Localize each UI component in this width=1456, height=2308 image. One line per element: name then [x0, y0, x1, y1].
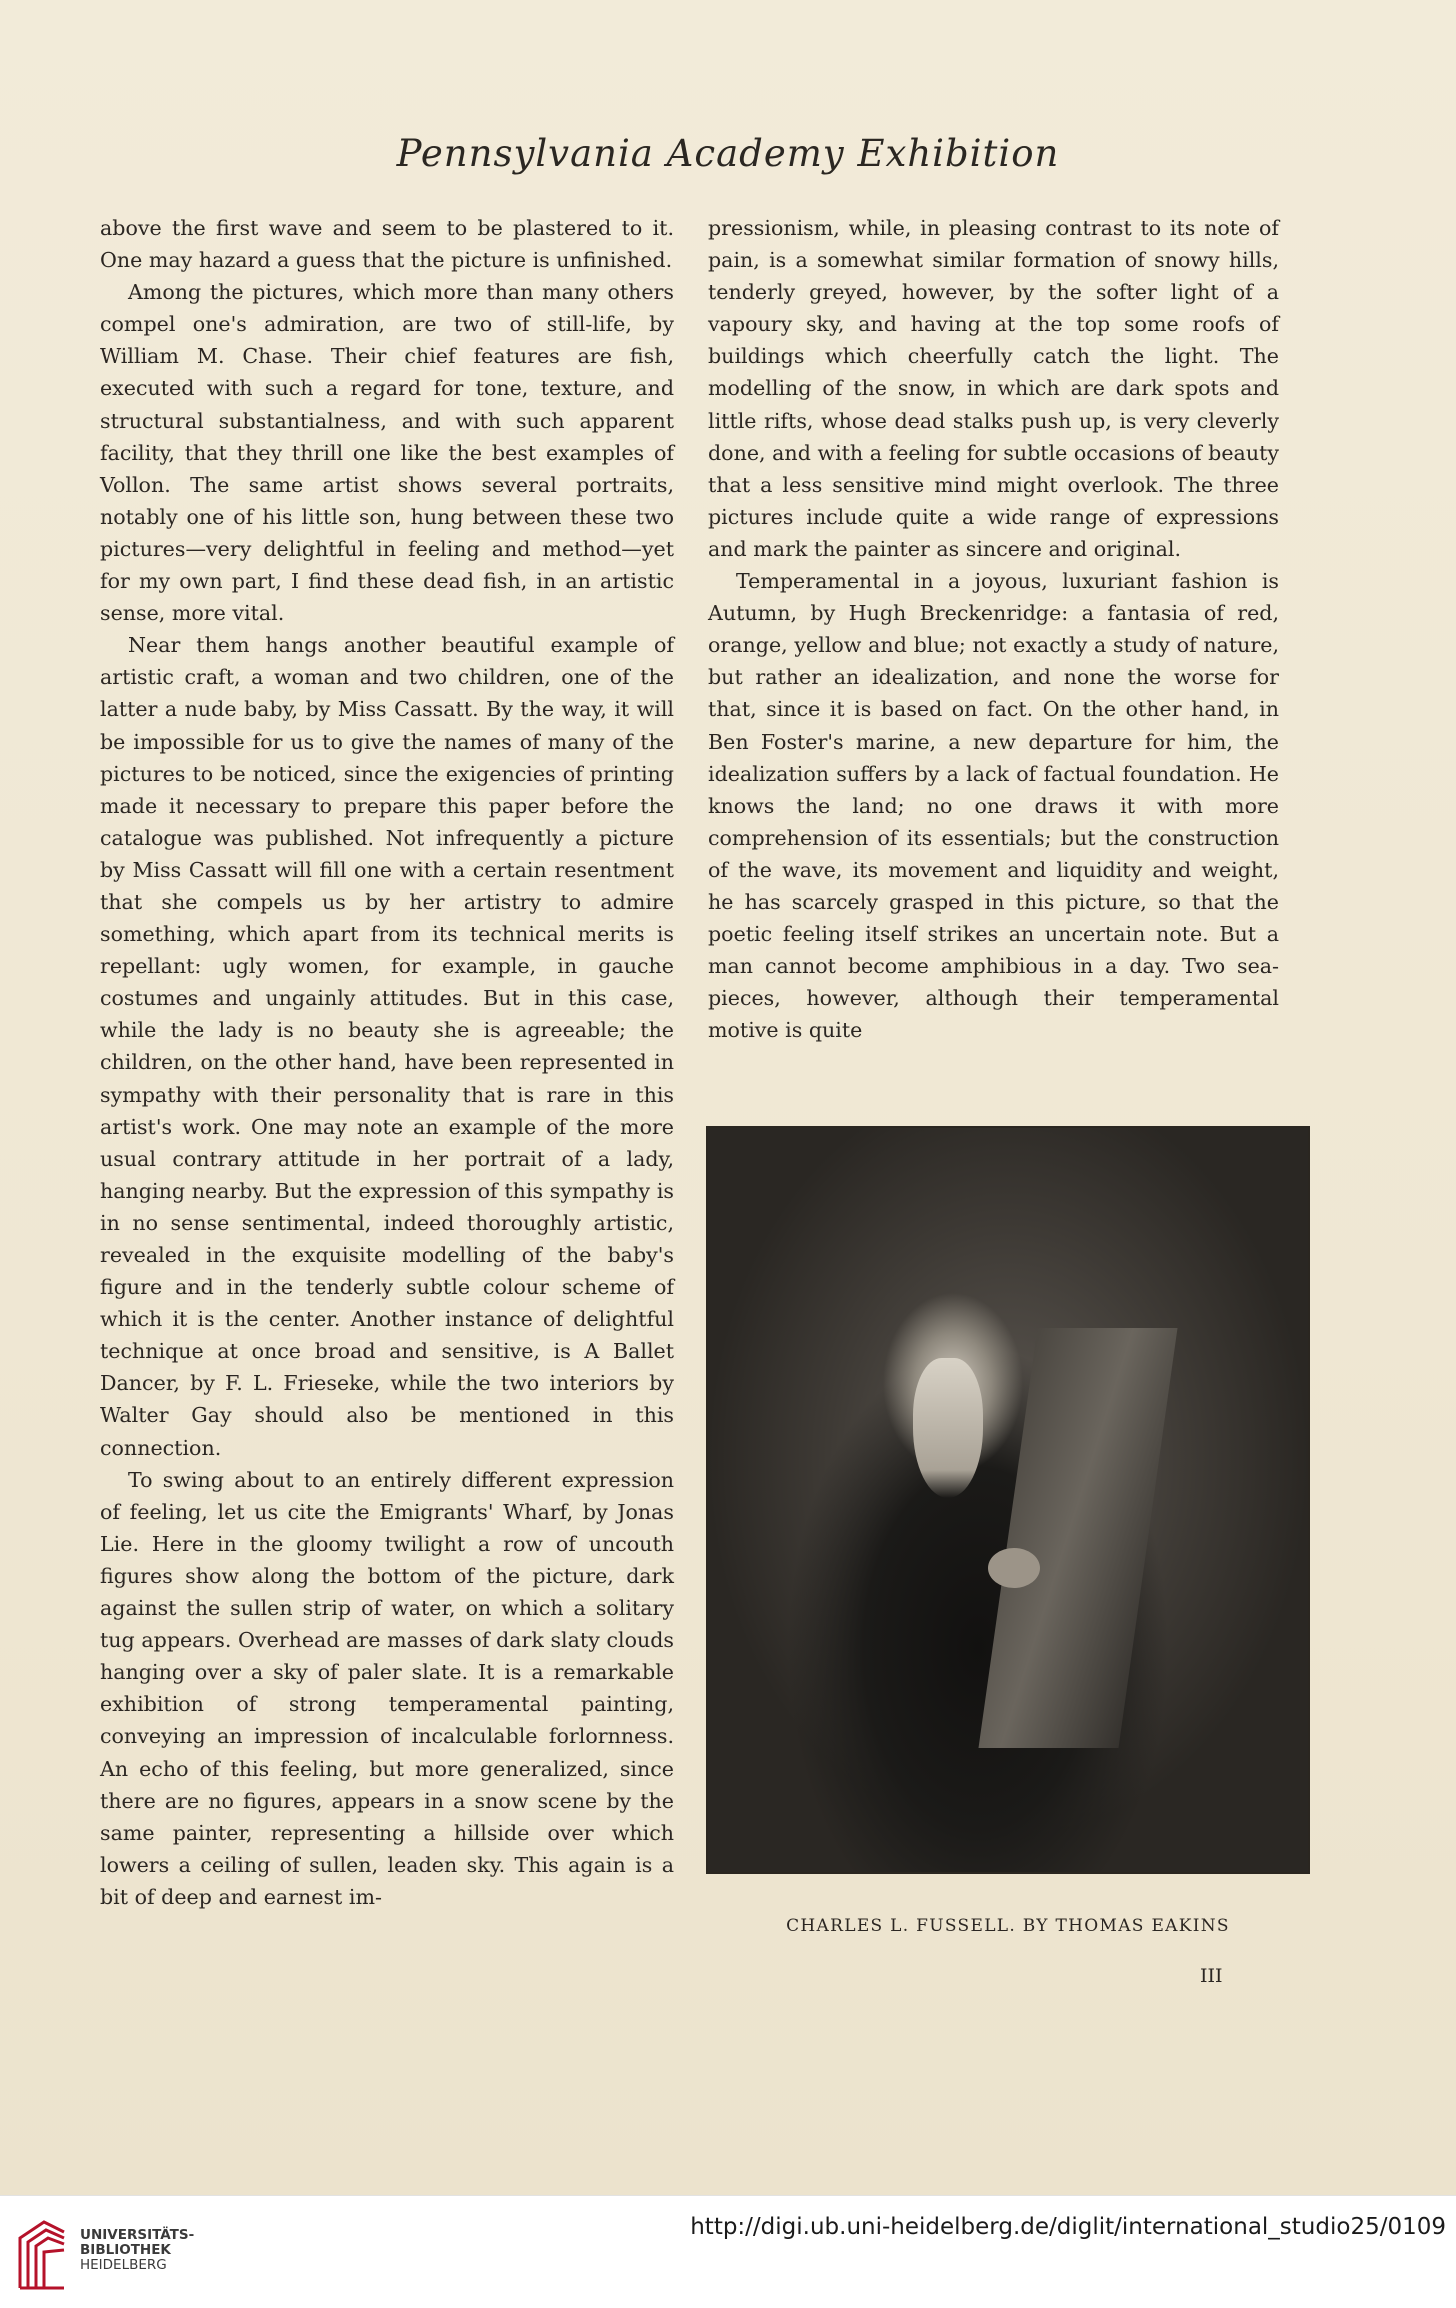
paragraph: Among the pictures, which more than many others compel one's admiration, are two of still-life, by William M. Chase. Their chief features are fish, executed with such a regard for tone, texture, and structural substantialness, and with such apparent facility, that they thrill one like the best examples of Vollon. The same artist shows several portraits, notably one of his little son, hung between these two pictures—very delightful in feeling and method—yet for my own part, I find these dead fish, in an artistic sense, more vital.: [100, 280, 674, 626]
page-number: III: [1200, 1965, 1223, 1987]
library-name-line: BIBLIOTHEK: [80, 2242, 171, 2258]
paragraph: Near them hangs another beautiful example of artistic craft, a woman and two children, one of the latter a nude baby, by Miss Cassatt. By the way, it will be impossible for us to give the names of many of the pictures to be noticed, since the exigencies of printing made it necessary to prepare this paper before the catalogue was published. Not infrequently a picture by Miss Cassatt will fill one with a certain resentment that she compels us by her artistry to admire something, which apart from its technical merits is repellant: ugly women, for example, in gauche costumes and ungainly attitudes. But in this case, while the lady is no beauty she is agreeable; the children, on the other hand, have been represented in sympathy with their personality that is rare in this artist's work. One may note an example of the more usual contrary attitude in her portrait of a lady, hanging nearby. But the expression of this sympathy is in no sense sentimental, indeed thoroughly artistic, revealed in the exquisite modelling of the baby's figure and in the tenderly subtle colour scheme of which it is the center. Another instance of delightful technique at once broad and sensitive, is A Ballet Dancer, by F. L. Frieseke, while the two interiors by Walter Gay should also be mentioned in this connection.: [100, 633, 674, 1460]
paragraph: pressionism, while, in pleasing contrast to its note of pain, is a somewhat similar formation of snowy hills, tenderly greyed, however, by the softer light of a vapoury sky, and having at the top some roofs of buildings which cheerfully catch the light. The modelling of the snow, in which are dark spots and little rifts, whose dead stalks push up, is very cleverly done, and with a feeling for subtle occasions of beauty that a less sensitive mind might overlook. The three pictures include quite a wide range of expressions and mark the painter as sincere and original.: [708, 216, 1279, 561]
portrait-beard-shape: [913, 1358, 983, 1498]
portrait-photograph: [706, 1126, 1310, 1874]
paragraph: To swing about to an entirely different expression of feeling, let us cite the Emigrants' Wharf, by Jonas Lie. Here in the gloomy twilight a row of uncouth figures show along the bottom of the picture, dark against the sullen strip of water, on which a solitary tug appears. Overhead are masses of dark slaty clouds hanging over a sky of paler slate. It is a remarkable exhibition of strong temperamental painting, conveying an impression of incalculable forlornness. An echo of this feeling, but more generalized, since there are no figures, appears in a snow scene by the same painter, representing a hillside over which lowers a ceiling of sullen, leaden sky. This again is a bit of deep and earnest im-: [100, 1467, 674, 1909]
running-head: Pennsylvania Academy Exhibition: [396, 132, 1060, 175]
paragraph: above the first wave and seem to be plastered to it. One may hazard a guess that the picture is unfinished.: [100, 216, 674, 273]
portrait-paper-shape: [978, 1328, 1177, 1748]
library-footer: [0, 2195, 1456, 2308]
portrait-hand-shape: [988, 1548, 1040, 1588]
library-name-line: HEIDELBERG: [80, 2257, 167, 2273]
left-column: [100, 212, 674, 1913]
photo-caption: CHARLES L. FUSSELL. BY THOMAS EAKINS: [786, 1916, 1230, 1936]
paragraph: Temperamental in a joyous, luxuriant fashion is Autumn, by Hugh Breckenridge: a fantasia of red, orange, yellow and blue; not exactly a study of nature, but rather an idealization, and none the worse for that, since it is based on fact. On the other hand, in Ben Foster's marine, a new departure for him, the idealization suffers by a lack of factual foundation. He knows the land; no one draws it with more comprehension of its essentials; but the construction of the wave, its movement and liquidity and weight, he has scarcely grasped in this picture, so that the poetic feeling itself strikes an uncertain note. But a man cannot become amphibious in a day. Two sea-pieces, however, although their temperamental motive is quite: [708, 569, 1279, 1043]
library-logo-icon: [14, 2216, 70, 2292]
library-name-line: UNIVERSITÄTS-: [80, 2227, 195, 2243]
source-url-link[interactable]: http://digi.ub.uni-heidelberg.de/diglit/international_studio25/0109: [690, 2214, 1446, 2240]
library-name: [80, 2228, 194, 2273]
right-column: [708, 212, 1279, 1046]
